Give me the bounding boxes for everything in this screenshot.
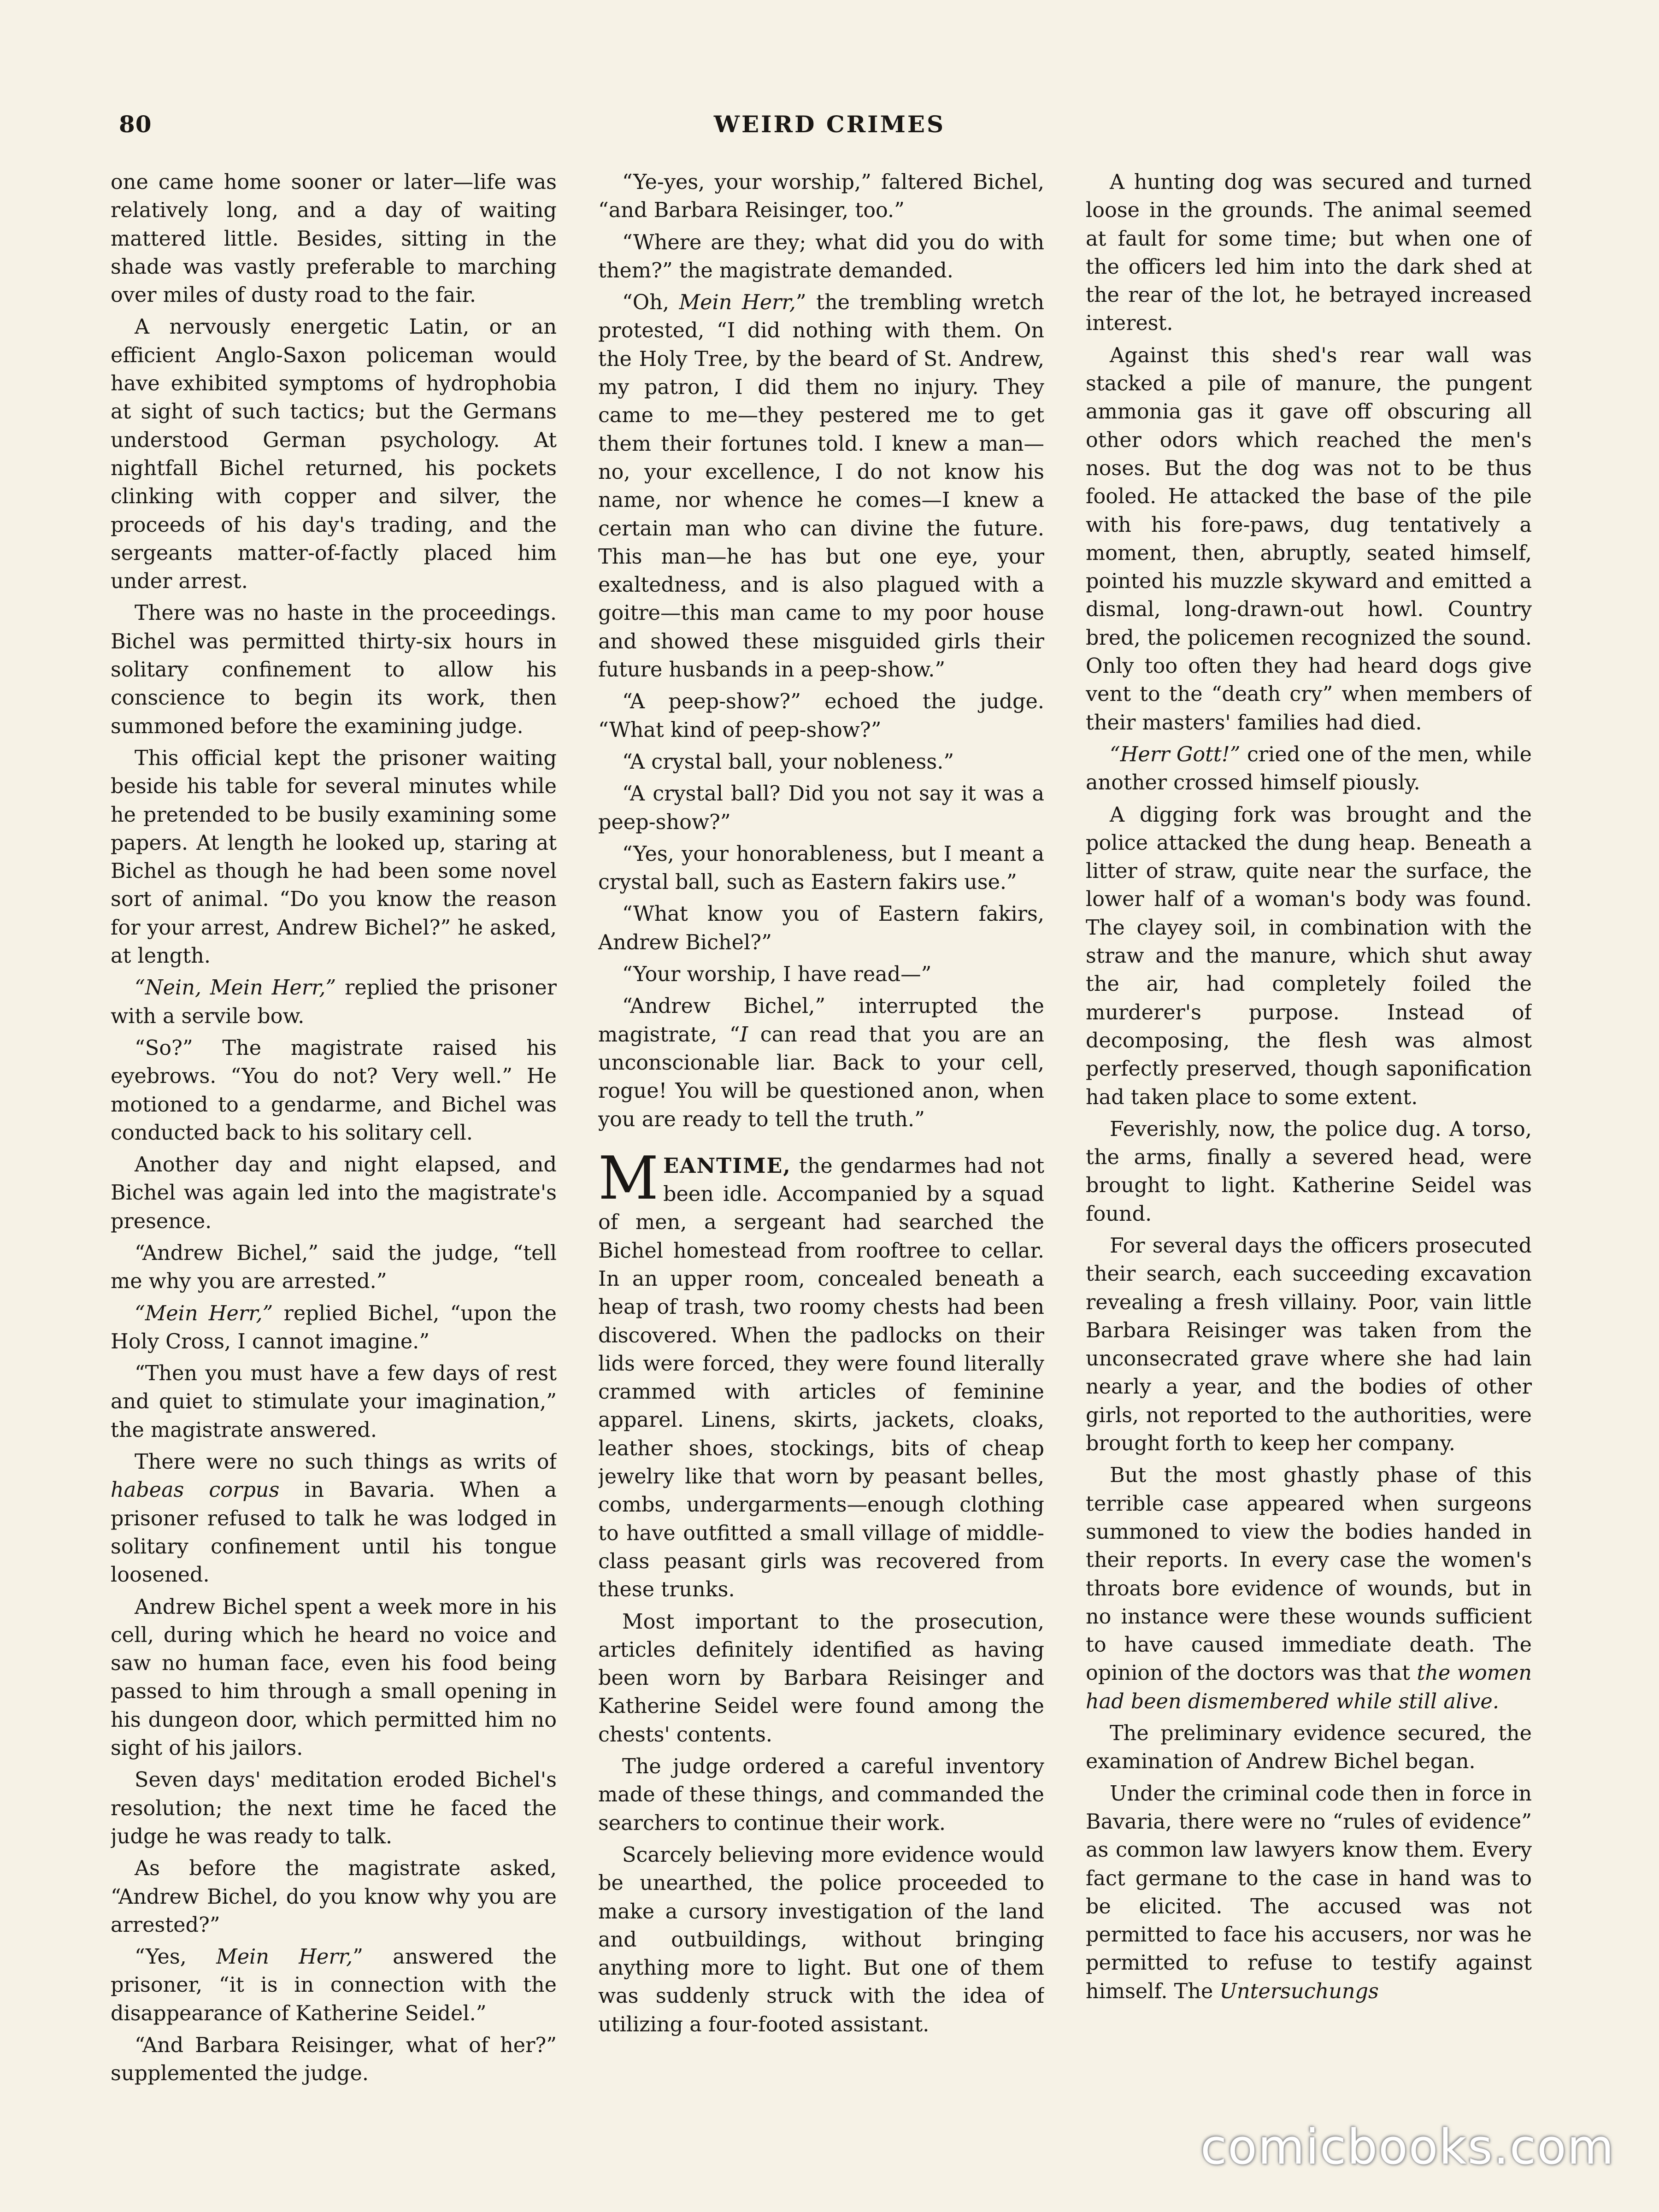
paragraph-text: replied the prisoner with a servile bow. xyxy=(111,976,557,1028)
paragraph: “Yes, your honorableness, but I meant a crystal ball, such as Eastern fakirs use.” xyxy=(598,842,1044,894)
paragraph-text: “Yes, xyxy=(135,1945,217,1969)
paragraph-text: cried one of the men, while another crossed himself piously. xyxy=(1086,742,1532,795)
italic-text: “Mein Herr,” xyxy=(135,1301,273,1325)
paragraph: “Your worship, I have read—” xyxy=(622,963,932,987)
section-opening-paragraph xyxy=(598,1144,1044,1604)
page-number: 80 xyxy=(119,111,152,138)
paragraph-text: ” the trembling wretch protested, “I did nothing with them. On the Holy Tree, by the beard of St. Andrew, my patron, I did them no injury. They came to me—they pestered me to get them their fortunes told. I knew a man—no, your excellence, I do not know his name, nor whence he comes—I knew a certain man who can divine the future. This man—he has but one eye, your exaltedness, and is also plagued with a goitre—this man came to my poor house and showed these misguided girls their future husbands in a peep-show.” xyxy=(598,291,1044,682)
paragraph xyxy=(598,992,1044,1133)
paragraph-text: replied Bichel, “upon the Holy Cross, I cannot imagine.” xyxy=(111,1301,557,1353)
italic-text: habeas corpus xyxy=(111,1478,280,1502)
paragraph xyxy=(598,288,1044,684)
paragraph: Scarcely believing more evidence would be unearthed, the police proceeded to make a cursory investigation of the land and outbuildings, without bringing anything more to light. But one of them was suddenly struck with the idea of utilizing a four-footed assistant. xyxy=(598,1843,1044,2036)
paragraph-text: Under the criminal code then in force in Bavaria, there were no “rules of evidence” as common law lawyers know them. Every fact germane to the case in hand was to be elicited. The accused was not permitted to face his accusers, nor was he permitted to refuse to testify against himself. The xyxy=(1086,1782,1532,2003)
paragraph-text: ” answered the prisoner, “it is in connection with the disappearance of Katherine Seidel.” xyxy=(111,1945,557,2025)
italic-text: “Nein, Mein Herr,” xyxy=(135,976,336,1000)
paragraph xyxy=(1086,1461,1532,1716)
paragraph: The preliminary evidence secured, the examination of Andrew Bichel began. xyxy=(1086,1722,1532,1774)
paragraph: “Andrew Bichel,” said the judge, “tell me why you are arrested.” xyxy=(111,1241,557,1294)
drop-cap: M xyxy=(598,1144,659,1213)
italic-text: the women had been dismembered while still alive. xyxy=(1086,1661,1532,1713)
paragraph: Most important to the prosecution, articles definitely identified as having been worn by Barbara Reisinger and Katherine Seidel were found among the chests' contents. xyxy=(598,1610,1044,1747)
paragraph-text: “Oh, xyxy=(622,291,679,315)
paragraph: Against this shed's rear wall was stacked a pile of manure, the pungent ammonia gas it gave off obscuring all other odors which reached the men's noses. But the dog was not to be thus fooled. He attacked the base of the pile with his fore-paws, dug tentatively a moment, then, abruptly, seated himself, pointed his muzzle skyward and emitted a dismal, long-drawn-out howl. Country bred, the policemen recognized the sound. Only too often they had heard dogs give vent to the “death cry” when members of their masters' families had died. xyxy=(1086,343,1532,735)
paragraph: This official kept the prisoner waiting beside his table for several minutes while he pretended to be busily examining some papers. At length he looked up, staring at Bichel as though he had been some novel sort of animal. “Do you know the reason for your arrest, Andrew Bichel?” he asked, at length. xyxy=(111,746,557,968)
paragraph: The judge ordered a careful inventory made of these things, and commanded the searchers to continue their work. xyxy=(598,1755,1044,1835)
paragraph: “And Barbara Reisinger, what of her?” supplemented the judge. xyxy=(111,2034,557,2086)
text-column-3 xyxy=(1086,168,1532,2094)
text-column-2 xyxy=(598,168,1044,2094)
paragraph: “Ye-yes, your worship,” faltered Bichel, “and Barbara Reisinger, too.” xyxy=(598,171,1044,223)
paragraph xyxy=(111,1448,557,1589)
paragraph xyxy=(111,974,557,1030)
paragraph xyxy=(111,1300,557,1356)
paragraph: Seven days' meditation eroded Bichel's resolution; the next time he faced the judge he was ready to talk. xyxy=(111,1768,557,1848)
paragraph: “A crystal ball, your nobleness.” xyxy=(622,750,954,774)
paragraph-text: “Andrew Bichel,” interrupted the magistrate, “ xyxy=(598,994,1044,1047)
paragraph-text: But the most ghastly phase of this terrible case appeared when surgeons summoned to view the bodies handed in their reports. In every case the women's throats bore evidence of wounds, but in no instance were these wounds sufficient to have caused immediate death. The opinion of the doctors was that xyxy=(1086,1464,1532,1685)
paragraph xyxy=(1086,1780,1532,2006)
italic-text: Mein Herr, xyxy=(679,291,796,315)
paragraph xyxy=(111,1943,557,2028)
italic-text: Mein Herr, xyxy=(216,1945,353,1969)
paragraph: “Where are they; what did you do with them?” the magistrate demanded. xyxy=(598,230,1044,282)
paragraph-text: There were no such things as writs of xyxy=(135,1450,557,1474)
paragraph: A hunting dog was secured and turned loose in the grounds. The animal seemed at fault for some time; but when one of the officers led him into the dark shed at the rear of the lot, he betrayed increased interest. xyxy=(1086,171,1532,335)
paragraph: Andrew Bichel spent a week more in his cell, during which he heard no voice and saw no human face, even his food being passed to him through a small opening in his dungeon door, which permitted him no sight of his jailors. xyxy=(111,1595,557,1760)
paragraph: “Then you must have a few days of rest and quiet to stimulate your imagination,” the magistrate answered. xyxy=(111,1362,557,1442)
paragraph: “A peep-show?” echoed the judge. “What kind of peep-show?” xyxy=(598,690,1044,742)
running-title: WEIRD CRIMES xyxy=(713,111,946,138)
text-column-1 xyxy=(111,168,557,2094)
italic-text: “Herr Gott!” xyxy=(1110,742,1241,766)
paragraph: one came home sooner or later—life was relatively long, and a day of waiting mattered little. Besides, sitting in the shade was vastly preferable to marching over miles of dusty road to the fair. xyxy=(111,171,557,307)
section-lead-in: EANTIME, xyxy=(663,1153,791,1178)
watermark: comicbooks.com xyxy=(1200,2119,1615,2175)
paragraph: “What know you of Eastern fakirs, Andrew Bichel?” xyxy=(598,902,1044,954)
paragraph-text: the gendarmes had not been idle. Accompanied by a squad of men, a sergeant had searched the Bichel homestead from rooftree to cellar. In an upper room, concealed beneath a heap of trash, two roomy chests had been discovered. When the padlocks on their lids were forced, they were found literally crammed with articles of feminine apparel. Linens, skirts, jackets, cloaks, leather shoes, stockings, bits of cheap jewelry like that worn by peasant belles, combs, undergarments—enough clothing to have outfitted a small village of middle-class peasant girls was recovered from these trunks. xyxy=(598,1154,1044,1602)
paragraph: There was no haste in the proceedings. Bichel was permitted thirty-six hours in solitary confinement to allow his conscience to begin its work, then summoned before the examining judge. xyxy=(111,601,557,738)
italic-text: I xyxy=(740,1023,748,1047)
italic-text: Untersuchungs xyxy=(1219,1979,1379,2003)
paragraph: A digging fork was brought and the police attacked the dung heap. Beneath a litter of straw, quite near the surface, the lower half of a woman's body was found. The clayey soil, in combination with the straw and the manure, which shut away the air, had completely foiled the murderer's purpose. Instead of decomposing, the flesh was almost perfectly preserved, though saponification had taken place to some extent. xyxy=(1086,803,1532,1109)
paragraph: For several days the officers prosecuted their search, each succeeding excavation revealing a fresh villainy. Poor, vain little Barbara Reisinger was taken from the unconsecrated grave where she had lain nearly a year, and the bodies of other girls, not reported to the authorities, were brought forth to keep her company. xyxy=(1086,1234,1532,1456)
paragraph-text: can read that you are an unconscionable liar. Back to your cell, rogue! You will be questioned anon, when you are ready to tell the truth.” xyxy=(598,1023,1044,1131)
paragraph: “A crystal ball? Did you not say it was a peep-show?” xyxy=(598,782,1044,834)
paragraph: A nervously energetic Latin, or an efficient Anglo-Saxon policeman would have exhibited symptoms of hydrophobia at sight of such tactics; but the Germans understood German psychology. At nightfall Bichel returned, his pockets clinking with copper and silver, the proceeds of his day's trading, and the sergeants matter-of-factly placed him under arrest. xyxy=(111,315,557,594)
paragraph: Feverishly, now, the police dug. A torso, the arms, finally a severed head, were brought to light. Katherine Seidel was found. xyxy=(1086,1117,1532,1226)
paragraph-text: in Bavaria. When a prisoner refused to talk he was lodged in solitary confinement until his tongue loosened. xyxy=(111,1478,557,1587)
paragraph: Another day and night elapsed, and Bichel was again led into the magistrate's presence. xyxy=(111,1153,557,1233)
paragraph xyxy=(1086,741,1532,797)
paragraph: As before the magistrate asked, “Andrew Bichel, do you know why you are arrested?” xyxy=(111,1857,557,1937)
paragraph: “So?” The magistrate raised his eyebrows. “You do not? Very well.” He motioned to a gendarme, and Bichel was conducted back to his solitary cell. xyxy=(111,1036,557,1145)
